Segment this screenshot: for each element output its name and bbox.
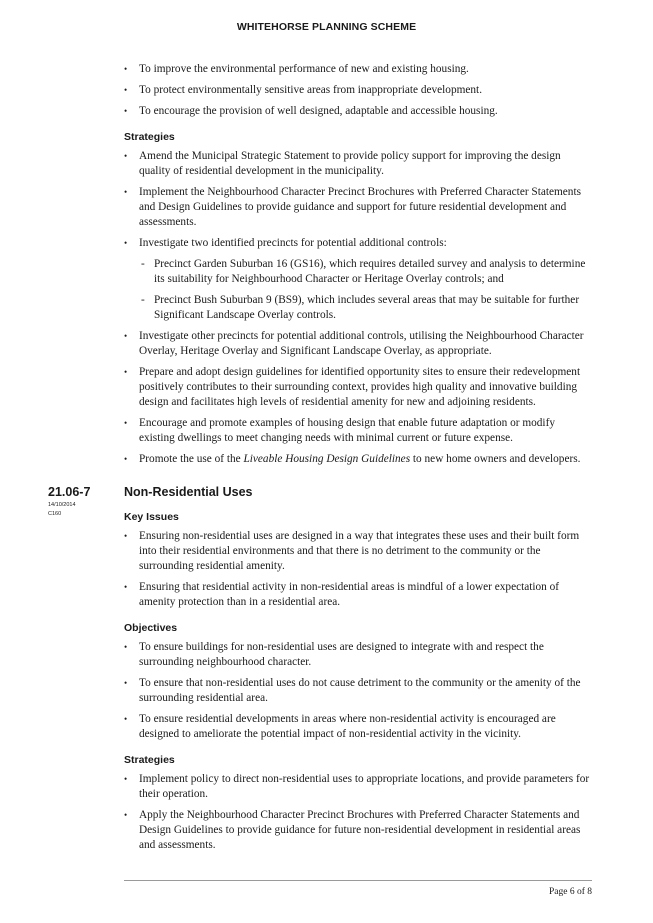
guideline-title: Liveable Housing Design Guidelines (243, 453, 411, 465)
page-number: Page 6 of 8 (548, 887, 592, 897)
list-item: • Implement the Neighbourhood Character Precinct Brochures with Preferred Character Statements and Design Guidelines to provide guidance and support for future residential development and assessments. (124, 185, 592, 230)
strategies-heading-2: Strategies (124, 754, 175, 766)
list-item: • Encourage and promote examples of housing design that enable future adaptation or modify existing dwellings to meet changing needs with minimal current or future expense. (124, 416, 592, 446)
objectives-list (124, 640, 592, 742)
intro-objectives-list (124, 62, 592, 119)
list-item: • Investigate other precincts for potential additional controls, utilising the Neighbourhood Character Overlay, Heritage Overlay and Significant Landscape Overlay, as appropriate. (124, 329, 592, 359)
list-item: • Amend the Municipal Strategic Statement to provide policy support for improving the design quality of residential development in the municipality. (124, 149, 592, 179)
list-item: • To improve the environmental performance of new and existing housing. (124, 62, 592, 77)
list-item: • To ensure residential developments in areas where non-residential activity is encouraged are designed to ameliorate the potential impact of non-residential activity in the vicinity. (124, 712, 592, 742)
list-item (124, 236, 592, 323)
objectives-heading: Objectives (124, 622, 178, 634)
precinct-sublist (139, 257, 592, 323)
list-item: • To protect environmentally sensitive areas from inappropriate development. (124, 83, 592, 98)
list-item: • To ensure buildings for non-residential uses are designed to integrate with and respect the surrounding neighbourhood character. (124, 640, 592, 670)
running-header: WHITEHORSE PLANNING SCHEME (236, 21, 417, 33)
list-item (124, 452, 592, 467)
key-issues-list (124, 529, 592, 610)
sub-list-item: - Precinct Bush Suburban 9 (BS9), which includes several areas that may be suitable for further Significant Landscape Overlay controls. (139, 293, 592, 323)
key-issues-heading: Key Issues (124, 511, 179, 523)
page-content (48, 62, 592, 859)
strategies-list-2 (124, 772, 592, 853)
clause-margin (48, 485, 118, 518)
clause-date: 14/10/2014 (48, 502, 76, 508)
list-item: • Ensuring non-residential uses are designed in a way that integrates these uses and their built form into their residential environments and that there is no detriment to the community or the surrounding residential amenity. (124, 529, 592, 574)
clause-number: 21.06-7 (48, 485, 91, 499)
sub-list-item: - Precinct Garden Suburban 16 (GS16), which requires detailed survey and analysis to determine its suitability for Neighbourhood Character or Heritage Overlay controls; and (139, 257, 592, 287)
clause-amendment: C160 (48, 511, 62, 517)
list-item: • Ensuring that residential activity in non-residential areas is mindful of a lower expectation of amenity protection than in a residential area. (124, 580, 592, 610)
list-item-text: Investigate two identified precincts for potential additional controls: (139, 237, 447, 249)
list-item: • Apply the Neighbourhood Character Precinct Brochures with Preferred Character Statements and Design Guidelines to provide guidance for future non-residential development in residential areas and assessments. (124, 808, 592, 853)
list-item: • Implement policy to direct non-residential uses to appropriate locations, and provide parameters for their operation. (124, 772, 592, 802)
list-item: • To ensure that non-residential uses do not cause detriment to the community or the amenity of the surrounding residential area. (124, 676, 592, 706)
section-title: Non-Residential Uses (124, 485, 253, 499)
strategies-list (124, 149, 592, 467)
strategies-heading: Strategies (124, 131, 175, 143)
footer-rule (124, 880, 592, 881)
list-item: • To encourage the provision of well designed, adaptable and accessible housing. (124, 104, 592, 119)
list-item-text: to new home owners and developers. (410, 453, 581, 465)
list-item-text: Promote the use of the (139, 453, 244, 465)
list-item: • Prepare and adopt design guidelines for identified opportunity sites to ensure their redevelopment positively contributes to their surrounding context, provides high quality and innovative building design and facilitates high levels of residential amenity for new and adjoining residents. (124, 365, 592, 410)
